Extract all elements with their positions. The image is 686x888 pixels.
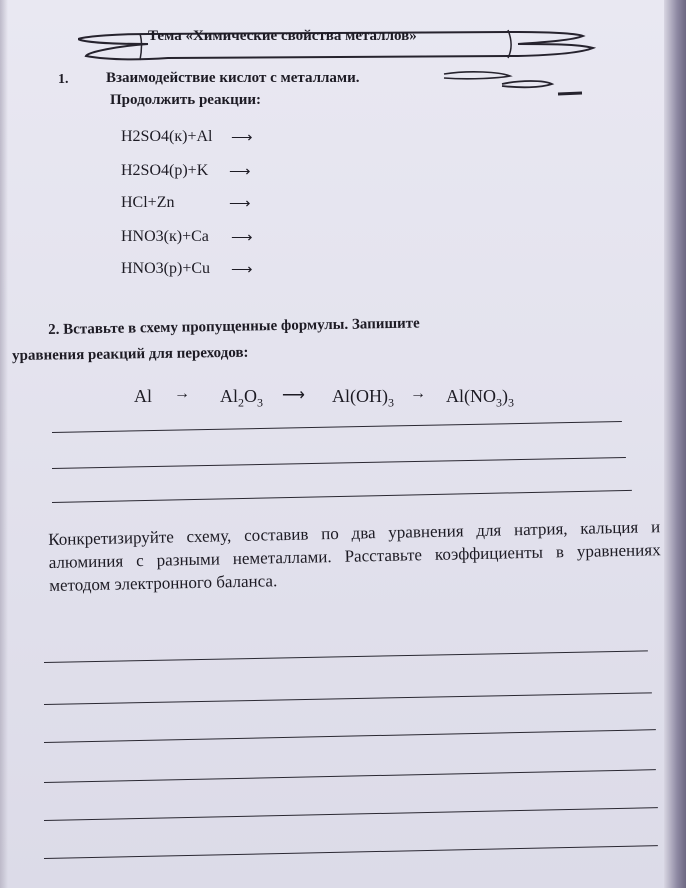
subscript: 3	[257, 395, 263, 410]
subscript: 2	[238, 395, 244, 410]
page-title: Тема «Химические свойства металлов»	[148, 28, 417, 44]
formula-part: Al(NO	[446, 386, 496, 406]
task2-heading: 2. Вставьте в схему пропущенные формулы. Запишите	[48, 315, 420, 338]
answer-line	[44, 650, 648, 663]
subscript: 3	[508, 395, 514, 410]
subscript: 3	[496, 395, 502, 410]
reaction-5	[121, 260, 253, 278]
page-shadow	[0, 0, 8, 888]
answer-line	[52, 421, 622, 433]
reaction-arrow: ⟶	[229, 196, 251, 212]
reaction-formula: HCl+Zn	[121, 194, 175, 211]
answer-line	[52, 457, 626, 469]
reaction-arrow: ⟶	[229, 164, 251, 180]
reaction-arrow: ⟶	[231, 130, 253, 146]
reaction-arrow: ⟶	[231, 230, 253, 246]
reaction-formula: HNO3(к)+Ca	[121, 228, 209, 245]
scheme-arrow: ⟶	[282, 387, 305, 404]
answer-line	[44, 729, 656, 743]
formula-part: Al	[220, 386, 238, 406]
answer-line	[44, 692, 652, 705]
reaction-formula: H2SO4(р)+K	[121, 162, 209, 179]
task2-subheading: уравнения реакций для переходов:	[12, 344, 249, 364]
scheme-alno33	[446, 386, 514, 411]
subscript: 3	[388, 395, 394, 410]
reaction-4	[121, 228, 253, 246]
task1-heading: Взаимодействие кислот с металлами.	[106, 70, 360, 86]
scheme-al2o3	[220, 386, 263, 411]
page-edge	[664, 0, 686, 888]
formula-part: O	[244, 386, 257, 406]
reaction-arrow: ⟶	[231, 262, 253, 278]
reaction-1	[121, 128, 253, 146]
answer-line	[44, 807, 658, 821]
task3-text: Конкретизируйте схему, составив по два уравнения для натрия, кальция и алюминия с разными неметаллами. Расставьте коэффициенты в уравнениях методом электронного баланса.	[48, 517, 661, 595]
bleed-through	[470, 112, 473, 127]
answer-line	[52, 490, 632, 503]
pen-scribble	[440, 66, 590, 102]
reaction-formula: HNO3(р)+Cu	[121, 260, 211, 277]
formula-part: Al(OH)	[332, 386, 388, 406]
scheme-arrow: →	[174, 385, 190, 402]
answer-line	[44, 845, 658, 859]
scheme-arrow: →	[410, 385, 426, 402]
answer-line	[44, 769, 656, 783]
reaction-formula: H2SO4(к)+Al	[121, 128, 213, 145]
scheme-aloh3	[332, 386, 394, 411]
reaction-2	[121, 162, 251, 180]
reaction-3	[121, 194, 251, 212]
scheme-al: Al	[134, 386, 152, 406]
task1-subheading: Продолжить реакции:	[110, 92, 262, 108]
formula-part: )	[502, 386, 508, 406]
task1-number: 1.	[58, 72, 69, 87]
